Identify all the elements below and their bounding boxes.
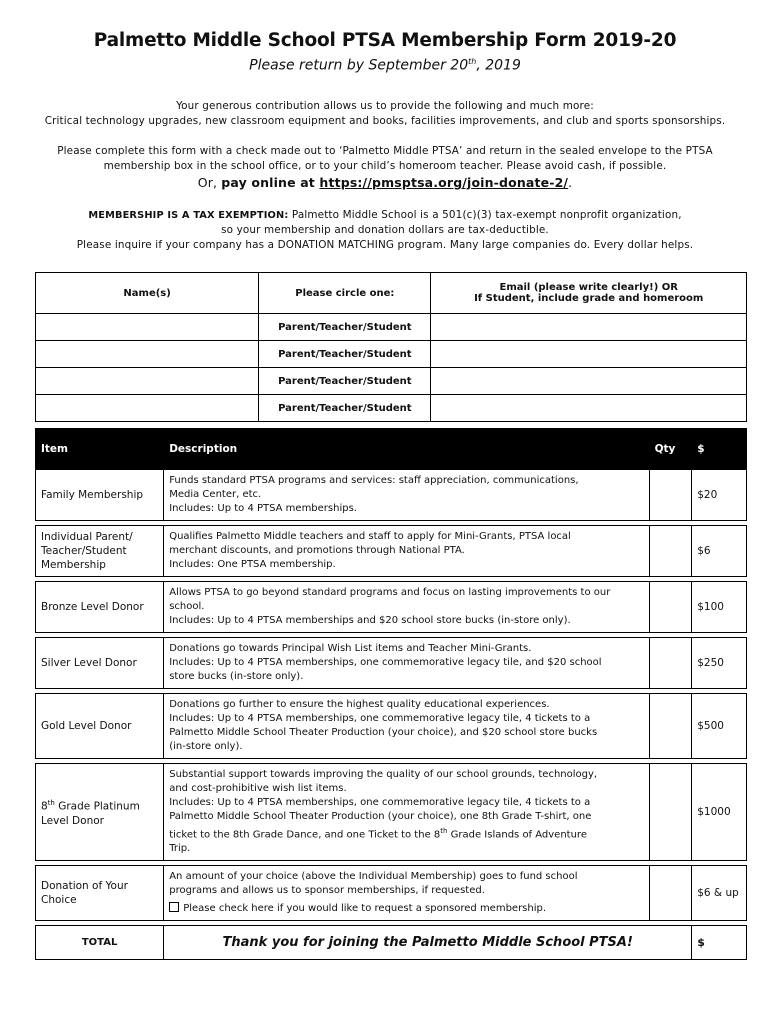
qty-field[interactable] (649, 694, 692, 759)
table-row (36, 314, 747, 341)
item-price: $6 & up (692, 866, 747, 921)
col-description-header: Description (164, 429, 649, 470)
table-row (36, 368, 747, 395)
item-description: Funds standard PTSA programs and services: staff appreciation, communications, Media Center, etc. Includes: Up to 4 PTSA memberships. (164, 470, 649, 521)
return-deadline: Please return by September 20th, 2019 (249, 57, 521, 74)
names-table (35, 272, 747, 422)
qty-field[interactable] (649, 638, 692, 689)
role-circle-options[interactable]: Parent/Teacher/Student (259, 368, 431, 395)
item-description: Allows PTSA to go beyond standard programs and focus on lasting improvements to our school. Includes: Up to 4 PTSA memberships and $20 school store bucks (in-store only). (164, 582, 649, 633)
item-name: Silver Level Donor (36, 638, 164, 689)
item-price: $20 (692, 470, 747, 521)
col-qty-header: Qty (649, 429, 692, 470)
name-field[interactable] (36, 368, 259, 395)
col-price-header: $ (692, 429, 747, 470)
total-amount-field[interactable]: $ (692, 926, 747, 960)
name-field[interactable] (36, 314, 259, 341)
name-field[interactable] (36, 341, 259, 368)
col-email-header: Email (please write clearly!) OR If Student, include grade and homeroom (431, 273, 747, 314)
item-name: Family Membership (36, 470, 164, 521)
email-field[interactable] (431, 368, 747, 395)
qty-field[interactable] (649, 866, 692, 921)
qty-field[interactable] (649, 526, 692, 577)
col-circle-header: Please circle one: (259, 273, 431, 314)
role-circle-options[interactable]: Parent/Teacher/Student (259, 341, 431, 368)
item-price: $500 (692, 694, 747, 759)
item-price: $6 (692, 526, 747, 577)
table-row (36, 341, 747, 368)
tax-exemption-text: MEMBERSHIP IS A TAX EXEMPTION: Palmetto Middle School is a 501(c)(3) tax-exempt nonprofit organization, so your membership and donation dollars are tax-deductible. Please inquire if your company has a DONATION MATCHING program. Many large companies do. Every dollar helps. (76, 209, 694, 251)
item-name: Bronze Level Donor (36, 582, 164, 633)
item-description: Donations go further to ensure the highest quality educational experiences. Includes: Up to 4 PTSA memberships, one commemorative legacy tile, 4 tickets to a Palmetto Middle School Theater Production (your choice), and $20 school store bucks (in-store only). (164, 694, 649, 759)
item-description: An amount of your choice (above the Individual Membership) goes to fund school programs and allows us to sponsor memberships, if requested. Please check here if you would like to request a sponsored membership. (164, 866, 649, 921)
total-label: TOTAL (36, 926, 164, 960)
col-name-header: Name(s) (36, 273, 259, 314)
table-row (36, 582, 747, 633)
name-field[interactable] (36, 395, 259, 422)
item-price: $100 (692, 582, 747, 633)
col-item-header: Item (36, 429, 164, 470)
qty-field[interactable] (649, 764, 692, 861)
form-title: Palmetto Middle School PTSA Membership Form 2019-20 (93, 30, 677, 51)
pay-online-link[interactable]: https://pmsptsa.org/join-donate-2/ (319, 175, 569, 190)
role-circle-options[interactable]: Parent/Teacher/Student (259, 314, 431, 341)
item-name: Donation of Your Choice (36, 866, 164, 921)
role-circle-options[interactable]: Parent/Teacher/Student (259, 395, 431, 422)
item-name: Gold Level Donor (36, 694, 164, 759)
pay-online-line: Or, pay online at https://pmsptsa.org/join-donate-2/. (197, 175, 573, 190)
membership-items-table (35, 428, 747, 960)
table-row (36, 470, 747, 521)
table-row (36, 764, 747, 861)
item-name: Individual Parent/ Teacher/Student Membership (36, 526, 164, 577)
sponsored-membership-checkbox[interactable] (169, 902, 179, 912)
intro-text: Your generous contribution allows us to provide the following and much more: Critical technology upgrades, new classroom equipment and books, facilities improvements, and club and sports sponsorships. (44, 100, 726, 127)
total-row (36, 926, 747, 960)
item-description: Donations go towards Principal Wish List items and Teacher Mini-Grants. Includes: Up to 4 PTSA memberships, one commemorative legacy tile, and $20 school store bucks (in-store only). (164, 638, 649, 689)
qty-field[interactable] (649, 470, 692, 521)
thank-you-message: Thank you for joining the Palmetto Middle School PTSA! (164, 926, 692, 960)
table-row (36, 395, 747, 422)
item-price: $250 (692, 638, 747, 689)
email-field[interactable] (431, 395, 747, 422)
table-row (36, 638, 747, 689)
table-row (36, 866, 747, 921)
table-row (36, 526, 747, 577)
item-price: $1000 (692, 764, 747, 861)
qty-field[interactable] (649, 582, 692, 633)
instructions-text: Please complete this form with a check made out to ‘Palmetto Middle PTSA’ and return in the sealed envelope to the PTSA membership box in the school office, or to your child’s homeroom teacher. Please avoid cash, if possible. Or, pay online at https://pmsptsa.org/join-donate-2/. (57, 145, 713, 190)
email-field[interactable] (431, 314, 747, 341)
table-row (36, 694, 747, 759)
email-field[interactable] (431, 341, 747, 368)
item-name: 8th Grade Platinum Level Donor (36, 764, 164, 861)
item-description: Substantial support towards improving the quality of our school grounds, technology, and cost-prohibitive wish list items. Includes: Up to 4 PTSA memberships, one commemorative legacy tile, 4 tickets to a Palmetto Middle School Theater Production (your choice), one 8th Grade T-shirt, one ticket to the 8th Grade Dance, and one Ticket to the 8th Grade Islands of Adventure Trip. (164, 764, 649, 861)
item-description: Qualifies Palmetto Middle teachers and staff to apply for Mini-Grants, PTSA local merchant discounts, and promotions through National PTA. Includes: One PTSA membership. (164, 526, 649, 577)
